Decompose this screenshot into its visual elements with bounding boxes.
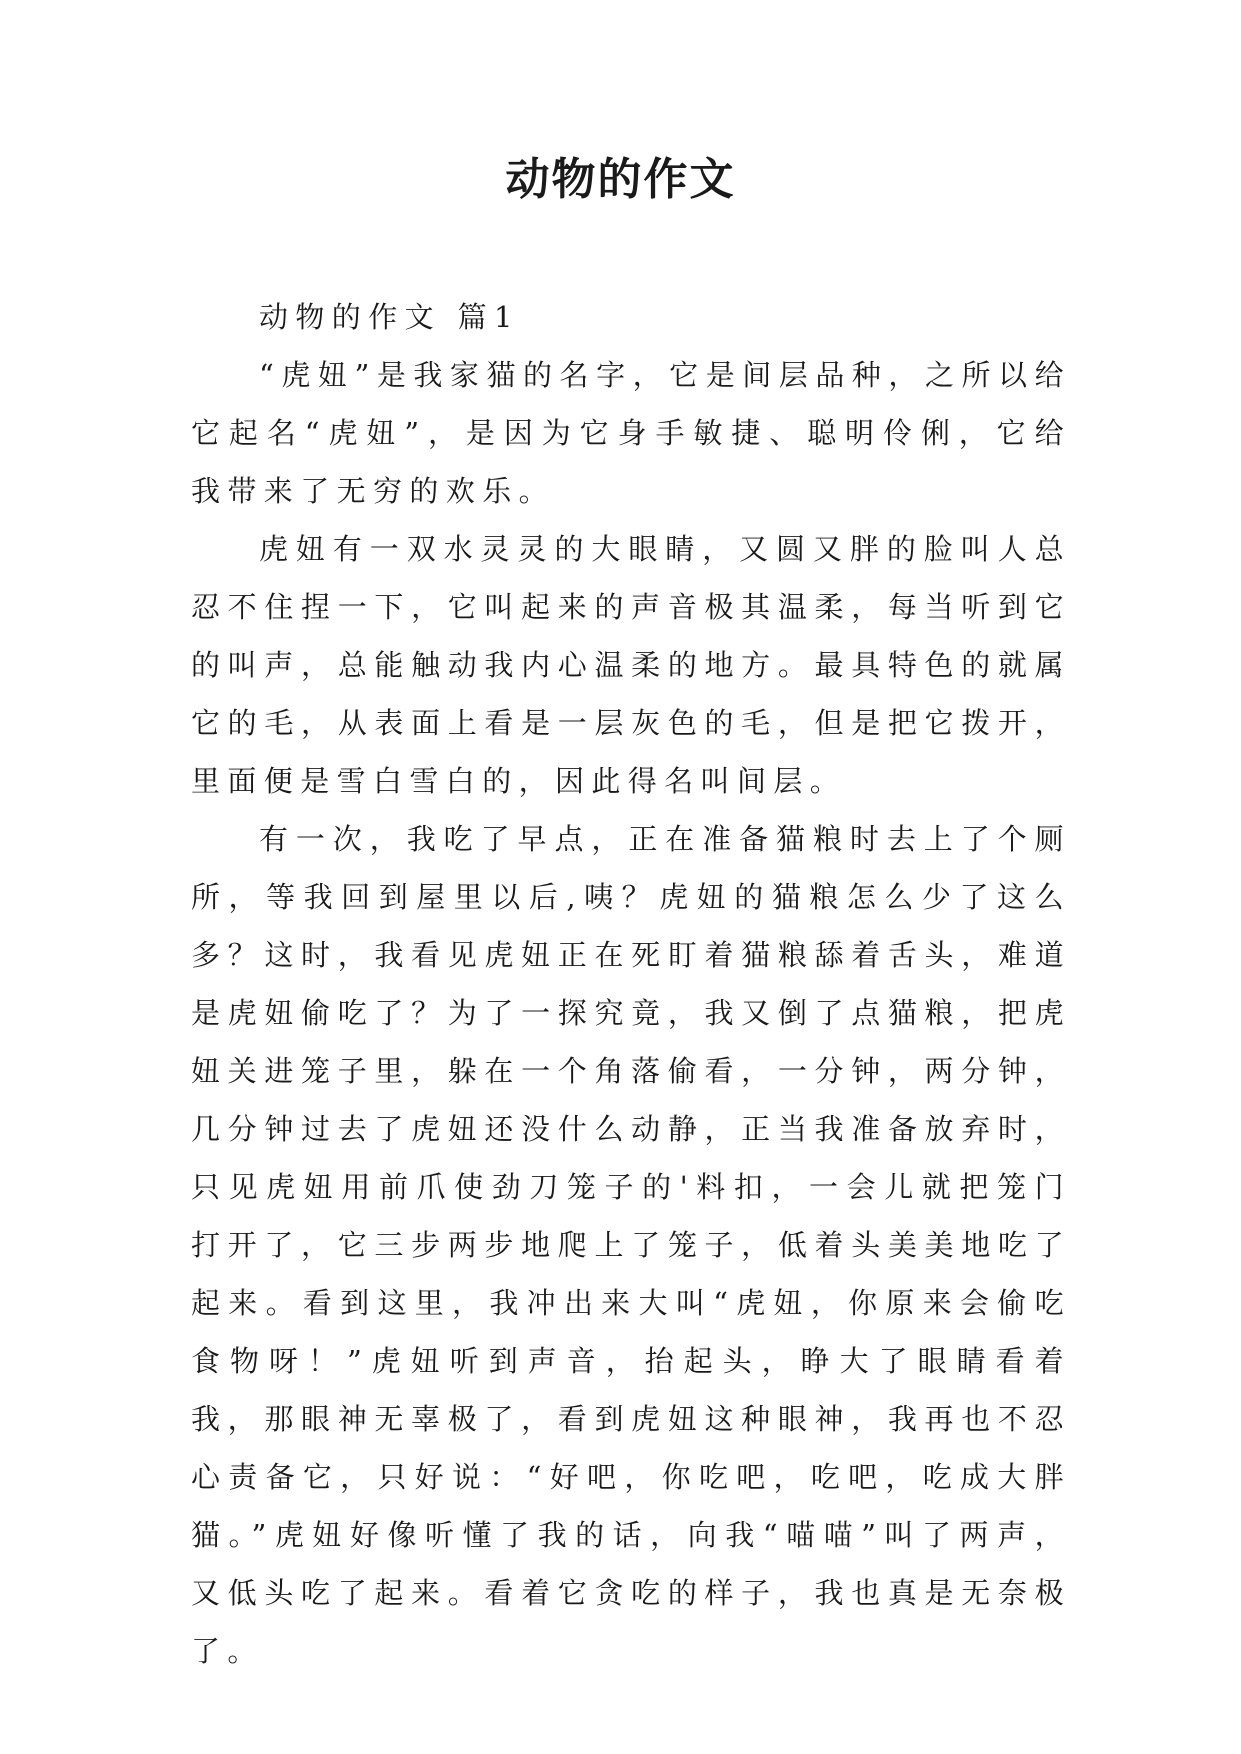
document-title: 动物的作文 [505, 154, 736, 205]
document-body [191, 288, 1071, 1680]
paragraph: “虎妞”是我家猫的名字，它是间层品种，之所以给它起名“虎妞”，是因为它身手敏捷、聪明伶俐，它给我带来了无穷的欢乐。 [191, 358, 1071, 508]
paragraph: 有一次，我吃了早点，正在准备猫粮时去上了个厕所，等我回到屋里以后,咦？虎妞的猫粮怎么少了这么多？这时，我看见虎妞正在死盯着猫粮舔着舌头，难道是虎妞偷吃了？为了一探究竟，我又倒了点猫粮，把虎妞关进笼子里，躲在一个角落偷看，一分钟，两分钟，几分钟过去了虎妞还没什么动静，正当我准备放弃时，只见虎妞用前爪使劲刀笼子的'料扣，一会儿就把笼门打开了，它三步两步地爬上了笼子，低着头美美地吃了起来。看到这里，我冲出来大叫“虎妞，你原来会偷吃食物呀！”虎妞听到声音，抬起头，睁大了眼睛看着我，那眼神无辜极了，看到虎妞这种眼神，我再也不忍心责备它，只好说：“好吧，你吃吧，吃吧，吃成大胖猫。”虎妞好像听懂了我的话，向我“喵喵”叫了两声，又低头吃了起来。看着它贪吃的样子，我也真是无奈极了。 [191, 822, 1071, 1668]
section-heading: 动物的作文 篇1 [259, 300, 520, 334]
paragraph: 虎妞有一双水灵灵的大眼睛，又圆又胖的脸叫人总忍不住捏一下，它叫起来的声音极其温柔，每当听到它的叫声，总能触动我内心温柔的地方。最具特色的就属它的毛，从表面上看是一层灰色的毛，但是把它拨开，里面便是雪白雪白的，因此得名叫间层。 [191, 532, 1071, 798]
